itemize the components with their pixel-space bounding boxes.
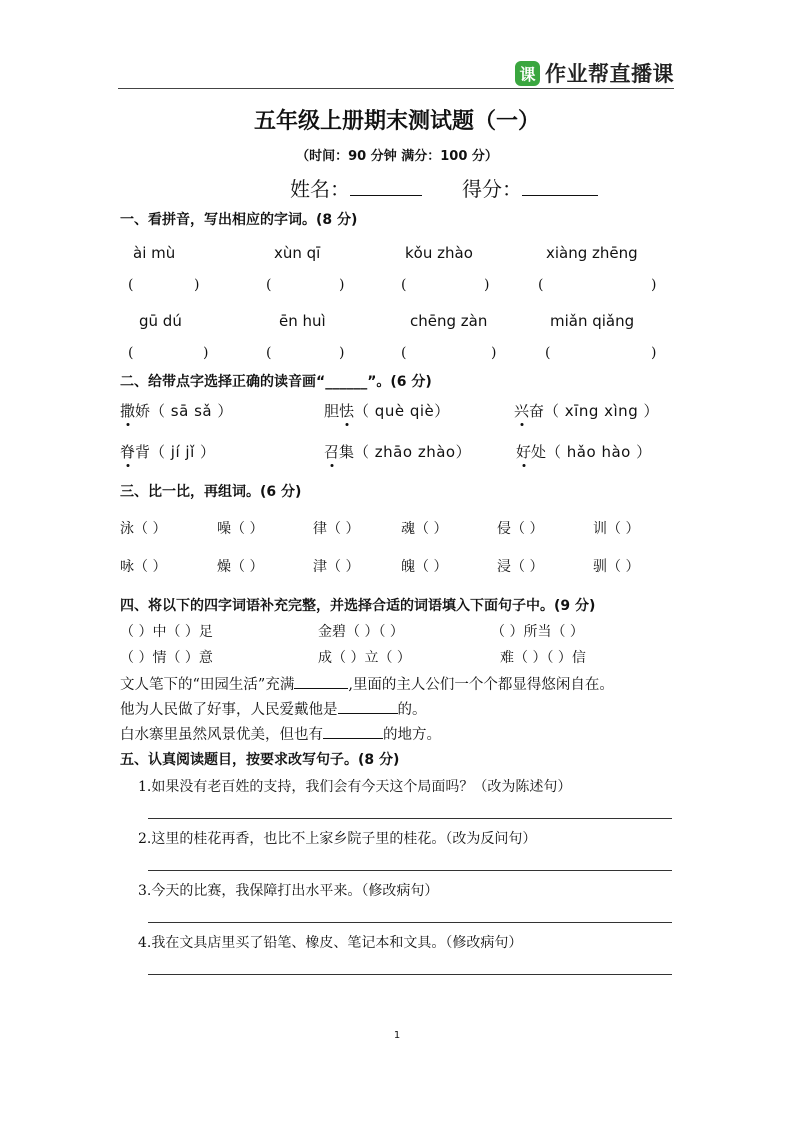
compare-item[interactable]: 噪（ ） [217, 521, 264, 537]
name-label: 姓名： [290, 177, 350, 201]
rewrite-question: 2.这里的桂花再香，也比不上家乡院子里的桂花。（改为反问句） [138, 831, 537, 847]
fill-sentence: 白水寨里虽然风景优美，但也有 的地方。 [120, 727, 441, 743]
pinyin-item: ài mù [133, 244, 176, 262]
compare-item[interactable]: 魂（ ） [401, 521, 448, 537]
pronunciation-item[interactable]: 脊背（ jí jǐ ） [120, 443, 216, 461]
answer-blank[interactable] [323, 738, 383, 739]
score-blank[interactable] [522, 195, 598, 196]
section3-heading: 三、比一比，再组词。(6 分) [120, 484, 302, 500]
pinyin-item: ēn huì [279, 312, 326, 330]
dotted-char: 好 [516, 443, 532, 461]
compare-item[interactable]: 燥（ ） [217, 559, 264, 575]
answer-line[interactable] [148, 870, 672, 871]
compare-item[interactable]: 泳（ ） [120, 521, 167, 537]
pinyin-item: gū dú [139, 312, 182, 330]
pronunciation-item[interactable]: 兴奋（ xīng xìng ） [514, 402, 659, 420]
answer-paren-close: ) [203, 345, 209, 361]
compare-item[interactable]: 魄（ ） [401, 559, 448, 575]
exam-info: （时间：90 分钟 满分：100 分） [296, 149, 498, 164]
dotted-char: 怯 [339, 402, 355, 420]
answer-line[interactable] [148, 974, 672, 975]
rewrite-question: 1.如果没有老百姓的支持，我们会有今天这个局面吗？（改为陈述句） [138, 779, 572, 795]
pinyin-item: kǒu zhào [405, 244, 473, 262]
answer-paren-open: ( [401, 277, 407, 293]
answer-blank[interactable] [294, 688, 348, 689]
fill-sentence: 他为人民做了好事，人民爱戴他是 的。 [120, 702, 427, 718]
section5-heading: 五、认真阅读题目，按要求改写句子。(8 分) [120, 752, 400, 768]
logo-badge-icon: 课 [515, 61, 540, 86]
reading-options[interactable]: （ zhāo zhào） [354, 443, 472, 461]
idiom-item[interactable]: 成（ ）立（ ） [318, 650, 411, 666]
name-blank[interactable] [350, 195, 422, 196]
idiom-item[interactable]: 金碧（ ）（ ） [318, 624, 404, 640]
logo-text: 作业帮直播课 [545, 62, 674, 86]
answer-paren-open: ( [266, 277, 272, 293]
answer-line[interactable] [148, 922, 672, 923]
reading-options[interactable]: （ xīng xìng ） [544, 402, 659, 420]
dotted-char: 兴 [514, 402, 530, 420]
answer-line[interactable] [148, 818, 672, 819]
score-field[interactable] [462, 173, 598, 202]
pronunciation-item[interactable]: 好处（ hǎo hào ） [516, 443, 652, 461]
idiom-item[interactable]: （ ）情（ ）意 [120, 650, 213, 666]
page-title: 五年级上册期末测试题（一） [253, 109, 540, 134]
answer-paren-close: ) [491, 345, 497, 361]
answer-paren-open: ( [545, 345, 551, 361]
section4-heading: 四、将以下的四字词语补充完整，并选择合适的词语填入下面句子中。(9 分) [120, 598, 596, 614]
compare-item[interactable]: 律（ ） [313, 521, 360, 537]
compare-item[interactable]: 训（ ） [593, 521, 640, 537]
reading-options[interactable]: （ què qiè） [354, 402, 450, 420]
answer-paren-open: ( [538, 277, 544, 293]
answer-paren-close: ) [651, 277, 657, 293]
name-field[interactable] [290, 173, 422, 202]
rewrite-question: 3.今天的比赛，我保障打出水平来。（修改病句） [138, 883, 439, 899]
compare-item[interactable]: 驯（ ） [593, 559, 640, 575]
pinyin-item: xùn qī [274, 244, 321, 262]
answer-paren-open: ( [128, 277, 134, 293]
reading-options[interactable]: （ hǎo hào ） [546, 443, 652, 461]
section1-heading: 一、看拼音，写出相应的字词。(8 分) [120, 212, 358, 228]
dotted-char: 召 [324, 443, 340, 461]
idiom-item[interactable]: （ ）中（ ）足 [120, 624, 213, 640]
page-number: 1 [393, 1030, 401, 1041]
compare-item[interactable]: 浸（ ） [497, 559, 544, 575]
rewrite-question: 4.我在文具店里买了铅笔、橡皮、笔记本和文具。（修改病句） [138, 935, 523, 951]
answer-paren-close: ) [484, 277, 490, 293]
answer-paren-close: ) [651, 345, 657, 361]
answer-paren-close: ) [339, 277, 345, 293]
reading-options[interactable]: （ jí jǐ ） [150, 443, 216, 461]
pinyin-item: miǎn qiǎng [550, 312, 635, 330]
answer-blank[interactable] [338, 713, 398, 714]
pinyin-item: xiàng zhēng [546, 244, 638, 262]
idiom-item[interactable]: 难（ ）（ ）信 [500, 650, 586, 666]
answer-paren-close: ) [339, 345, 345, 361]
compare-item[interactable]: 津（ ） [313, 559, 360, 575]
idiom-item[interactable]: （ ）所当（ ） [491, 624, 584, 640]
answer-paren-close: ) [194, 277, 200, 293]
pronunciation-item[interactable]: 召集（ zhāo zhào） [324, 443, 472, 461]
pronunciation-item[interactable]: 胆怯（ què qiè） [324, 402, 450, 420]
answer-paren-open: ( [401, 345, 407, 361]
brand-logo [515, 58, 674, 88]
fill-sentence: 文人笔下的“田园生活”充满 ,里面的主人公们一个个都显得悠闲自在。 [120, 677, 614, 693]
reading-options[interactable]: （ sā sǎ ） [150, 402, 233, 420]
pinyin-item: chēng zàn [410, 312, 488, 330]
dotted-char: 撒 [120, 402, 136, 420]
header-divider [118, 88, 674, 89]
answer-paren-open: ( [128, 345, 134, 361]
compare-item[interactable]: 咏（ ） [120, 559, 167, 575]
section2-heading: 二、给带点字选择正确的读音画“______”。(6 分) [120, 374, 432, 390]
dotted-char: 脊 [120, 443, 136, 461]
compare-item[interactable]: 侵（ ） [497, 521, 544, 537]
score-label: 得分： [462, 177, 522, 201]
answer-paren-open: ( [266, 345, 272, 361]
pronunciation-item[interactable]: 撒娇（ sā sǎ ） [120, 402, 233, 420]
